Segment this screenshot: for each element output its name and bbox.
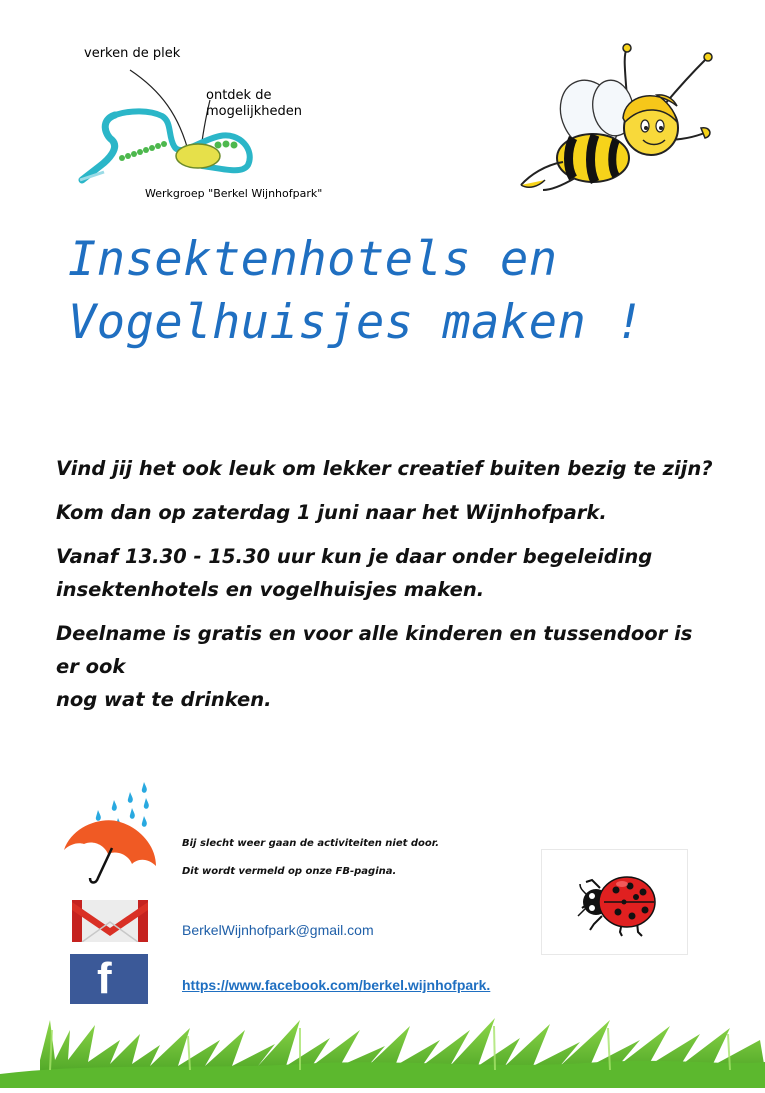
paragraph-time: [56, 540, 716, 606]
logo-line2: ontdek de: [206, 88, 272, 103]
paragraph-participation-line2: nog wat te drinken.: [56, 688, 272, 711]
logo-line3: mogelijkheden: [206, 104, 302, 119]
facebook-letter: f: [97, 954, 112, 1003]
title-line-2: Vogelhuisjes maken !: [68, 295, 644, 350]
weather-note: Bij slecht weer gaan de activiteiten niet door.: [182, 838, 440, 849]
bee-illustration: [515, 40, 715, 195]
facebook-link[interactable]: https://www.facebook.com/berkel.wijnhofpark.: [182, 977, 491, 993]
paragraph-participation-line1: Deelname is gratis en voor alle kinderen en tussendoor is er ook: [56, 622, 693, 678]
facebook-icon: [70, 954, 148, 1004]
grass-decoration: [0, 1000, 765, 1088]
paragraph-time-line1: Vanaf 13.30 - 15.30 uur kun je daar onder begeleiding: [56, 545, 653, 568]
umbrella-icon: [62, 778, 160, 890]
logo-graphic: [70, 40, 360, 205]
logo-line1: verken de plek: [84, 46, 181, 61]
ladybug-icon: [542, 850, 687, 954]
grass-icon: [0, 1000, 765, 1088]
paragraph-invitation: Vind jij het ook leuk om lekker creatief buiten bezig te zijn?: [56, 457, 713, 480]
paragraph-time-line2: insektenhotels en vogelhuisjes maken.: [56, 578, 485, 601]
title-line-1: Insektenhotels en: [68, 232, 558, 287]
logo-caption: Werkgroep "Berkel Wijnhofpark": [145, 187, 323, 200]
intro-text: [56, 452, 716, 727]
bee-icon: [515, 40, 715, 195]
facebook-note: Dit wordt vermeld op onze FB-pagina.: [182, 866, 397, 877]
ladybug-frame: [541, 849, 688, 955]
logo: [70, 40, 360, 205]
page-title: [68, 228, 748, 354]
gmail-icon: [72, 900, 148, 942]
paragraph-participation: [56, 617, 716, 716]
paragraph-date: Kom dan op zaterdag 1 juni naar het Wijnhofpark.: [56, 501, 607, 524]
email-address[interactable]: BerkelWijnhofpark@gmail.com: [182, 922, 374, 938]
